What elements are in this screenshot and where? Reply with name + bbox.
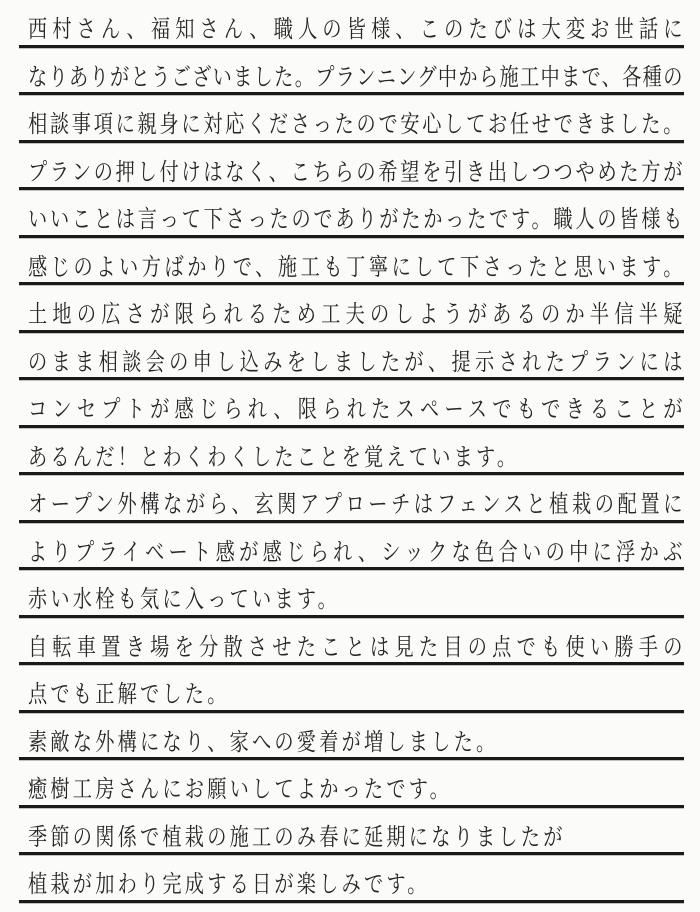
ruled-line: [19, 0, 684, 48]
ruled-line: [19, 333, 684, 381]
ruled-line: [19, 570, 684, 618]
handwritten-line-text: なりありがとうございました。プランニング中から施工中まで、各種の: [28, 62, 683, 91]
ruled-line: [19, 238, 684, 286]
ruled-line: [19, 855, 684, 903]
ruled-line: [19, 618, 684, 666]
handwritten-line-text: 西村さん、福知さん、職人の皆様、このたびは大変お世話に: [28, 15, 683, 44]
handwritten-line-text: プランの押し付けはなく、こちらの希望を引き出しつつやめた方が: [28, 157, 683, 186]
handwritten-line-text: 赤い水栓も気に入っています。: [28, 585, 341, 614]
handwritten-line-text: 土地の広さが限られるため工夫のしようがあるのか半信半疑: [28, 300, 683, 329]
handwritten-line-text: オープン外構ながら、玄関アプローチはフェンスと植栽の配置に: [28, 490, 683, 519]
handwritten-line-text: よりプライベート感が感じられ、シックな色合いの中に浮かぶ: [28, 537, 683, 566]
ruled-line: [19, 95, 684, 143]
ruled-line: [19, 190, 684, 238]
handwritten-line-text: のまま相談会の申し込みをしましたが、提示されたプランには: [28, 347, 683, 376]
ruled-line: [19, 475, 684, 523]
handwritten-line-text: 感じのよい方ばかりで、施工も丁寧にして下さったと思います。: [28, 252, 683, 281]
handwritten-line-text: あるんだ！とわくわくしたことを覚えています。: [28, 442, 520, 471]
ruled-line: [19, 760, 684, 808]
handwritten-line-text: 素敵な外構になり、家への愛着が増しました。: [28, 727, 499, 756]
ruled-line: [19, 285, 684, 333]
handwritten-line-text: 季節の関係で植栽の施工のみ春に延期になりましたが: [28, 822, 566, 851]
ruled-line: [19, 665, 684, 713]
handwritten-line-text: 植栽が加わり完成する日が楽しみです。: [28, 870, 430, 899]
ruled-line: [19, 428, 684, 476]
handwritten-line-text: 癒樹工房さんにお願いしてよかったです。: [28, 775, 453, 804]
handwritten-line-text: 自転車置き場を分散させたことは見た目の点でも使い勝手の: [28, 632, 683, 661]
ruled-line: [19, 523, 684, 571]
ruled-line: [19, 380, 684, 428]
ruled-line: [19, 143, 684, 191]
handwritten-line-text: いいことは言って下さったのでありがたかったです。職人の皆様も: [28, 205, 683, 234]
ruled-line: [19, 808, 684, 856]
handwritten-line-text: コンセプトが感じられ、限られたスペースでもできることが: [28, 395, 683, 424]
ruled-line: [19, 713, 684, 761]
handwritten-line-text: 点でも正解でした。: [28, 680, 230, 709]
ruled-line: [19, 48, 684, 96]
handwritten-line-text: 相談事項に親身に対応くださったので安心してお任せできました。: [28, 110, 683, 139]
